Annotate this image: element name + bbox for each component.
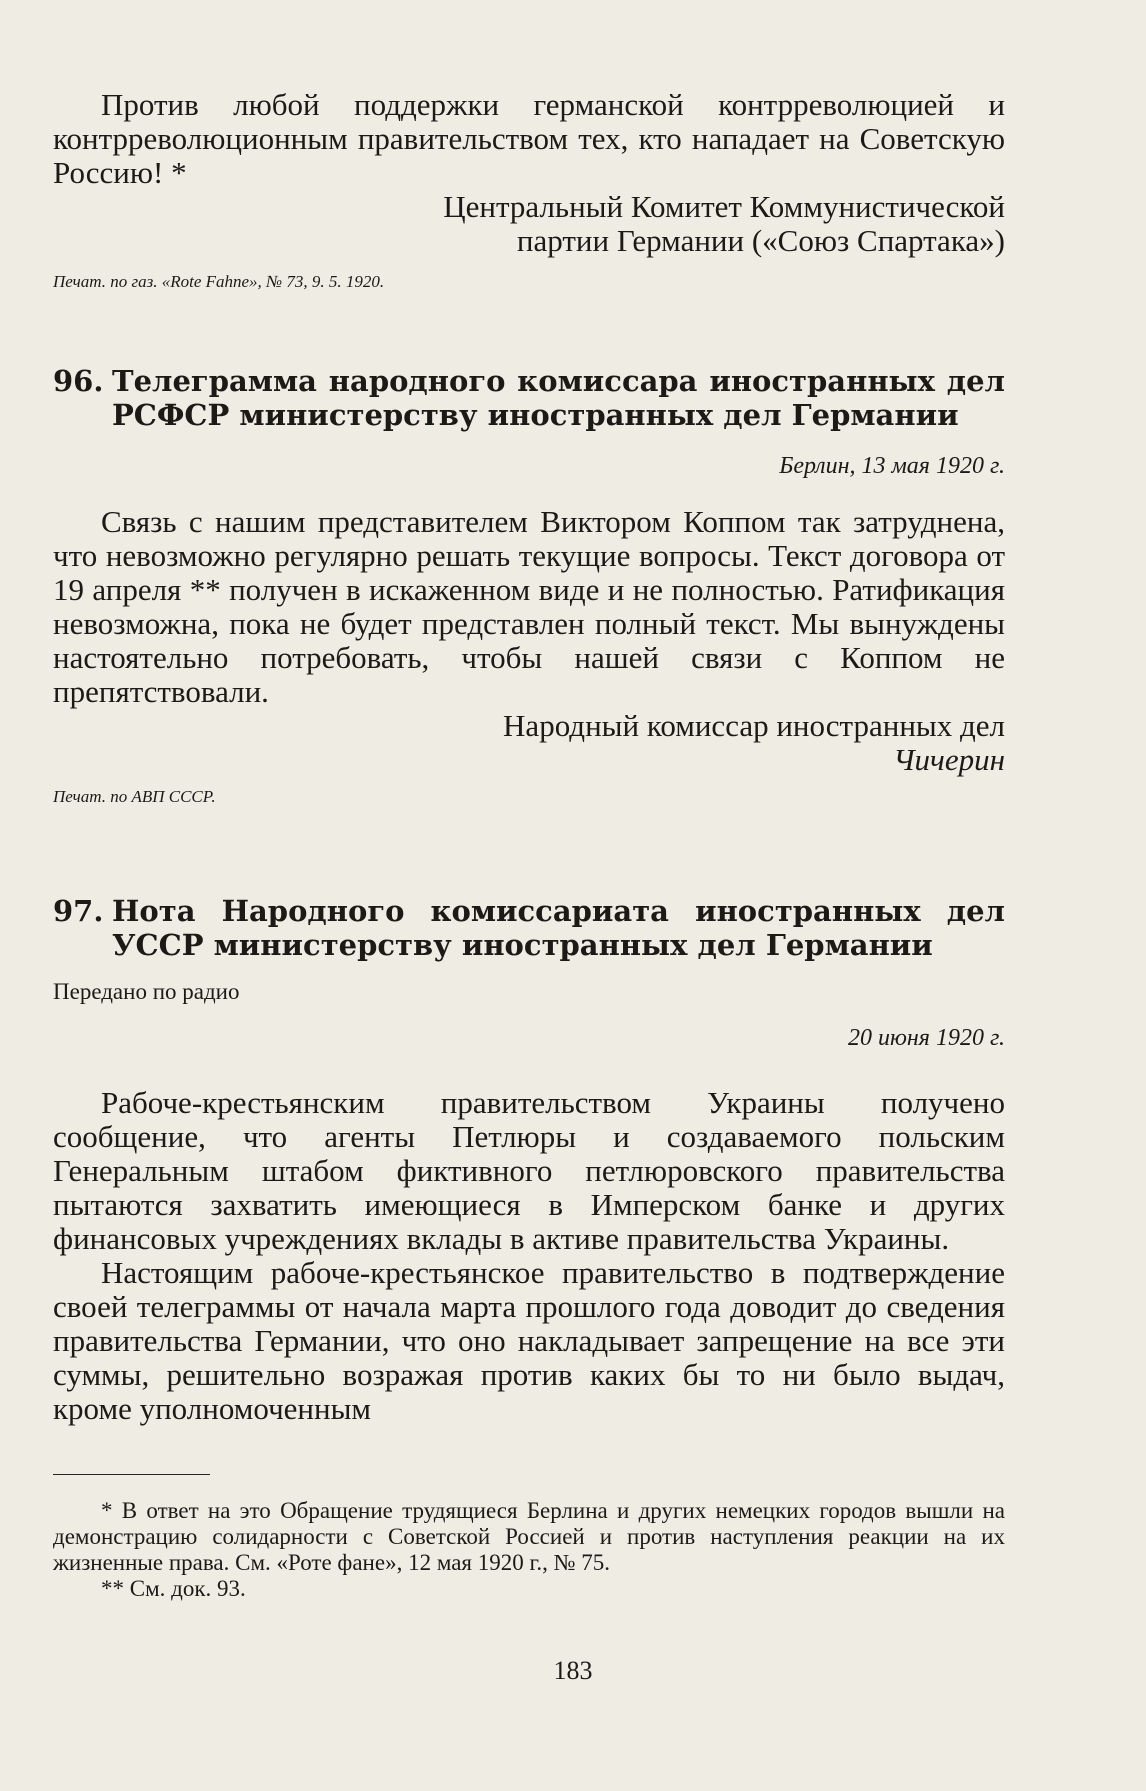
doc96-source: Печат. по АВП СССР. bbox=[53, 787, 216, 806]
doc97-dateline: 20 июня 1920 г. bbox=[847, 1025, 1005, 1051]
opening-source: Печат. по газ. «Rote Fahne», № 73, 9. 5. 1920. bbox=[53, 272, 385, 291]
doc97-number: 97. bbox=[53, 894, 104, 928]
footnote-1: * В ответ на это Обращение трудящиеся Берлина и других немецких городов вышли на демонстрацию солидарности с Советской Россией и против наступления реакции на их жизненные права. См. «Роте фане», 12 мая 1920 г., № 75. bbox=[53, 1498, 1005, 1575]
doc96-title: Телеграмма народного комиссара иностранных дел РСФСР министерству иностранных дел Германии bbox=[112, 364, 1005, 432]
doc96-signature-title: Народный комиссар иностранных дел bbox=[503, 708, 1005, 743]
doc97-title: Нота Народного комиссариата иностранных дел УССР министерству иностранных дел Германии bbox=[112, 894, 1005, 962]
opening-paragraph: Против любой поддержки германской контрреволюцией и контрреволюционным правительством тех, кто нападает на Советскую Россию! * bbox=[53, 87, 1005, 190]
page-number: 183 bbox=[553, 1656, 593, 1685]
opening-signature-line1: Центральный Комитет Коммунистической bbox=[443, 189, 1005, 224]
doc97-paragraph-2: Настоящим рабоче-крестьянское правительство в подтверждение своей телеграммы от начала марта прошлого года доводит до сведения правительства Германии, что оно накладывает запрещение на все эти суммы, решительно возражая против каких бы то ни было выдач, кроме уполномоченным bbox=[53, 1255, 1005, 1426]
footnote-2: ** См. док. 93. bbox=[101, 1576, 246, 1601]
doc96-dateline: Берлин, 13 мая 1920 г. bbox=[779, 453, 1005, 479]
doc96-heading bbox=[53, 364, 1005, 432]
doc96-number: 96. bbox=[53, 364, 104, 398]
opening-block bbox=[53, 88, 1005, 258]
doc96-signature-name: Чичерин bbox=[893, 742, 1005, 777]
footnote-divider bbox=[53, 1474, 210, 1475]
doc97-body-block bbox=[53, 1086, 1005, 1426]
doc96-body: Связь с нашим представителем Виктором Коппом так затруднена, что невозможно регулярно решать текущие вопросы. Текст договора от 19 апреля ** получен в искаженном виде и не полностью. Ратификация невозможна, пока не будет представлен полный текст. Мы вынуждены настоятельно потребовать, чтобы нашей связи с Коппом не препятствовали. bbox=[53, 504, 1005, 709]
doc96-body-block bbox=[53, 505, 1005, 777]
opening-signature-line2: партии Германии («Союз Спартака») bbox=[516, 223, 1005, 258]
doc97-transmission: Передано по радио bbox=[53, 979, 240, 1004]
doc97-paragraph-1: Рабоче-крестьянским правительством Украины получено сообщение, что агенты Петлюры и создаваемого польским Генеральным штабом фиктивного петлюровского правительства пытаются захватить имеющиеся в Имперском банке и других финансовых учреждениях вклады в активе правительства Украины. bbox=[53, 1085, 1005, 1256]
footnotes bbox=[53, 1498, 1005, 1602]
doc97-heading bbox=[53, 894, 1005, 962]
